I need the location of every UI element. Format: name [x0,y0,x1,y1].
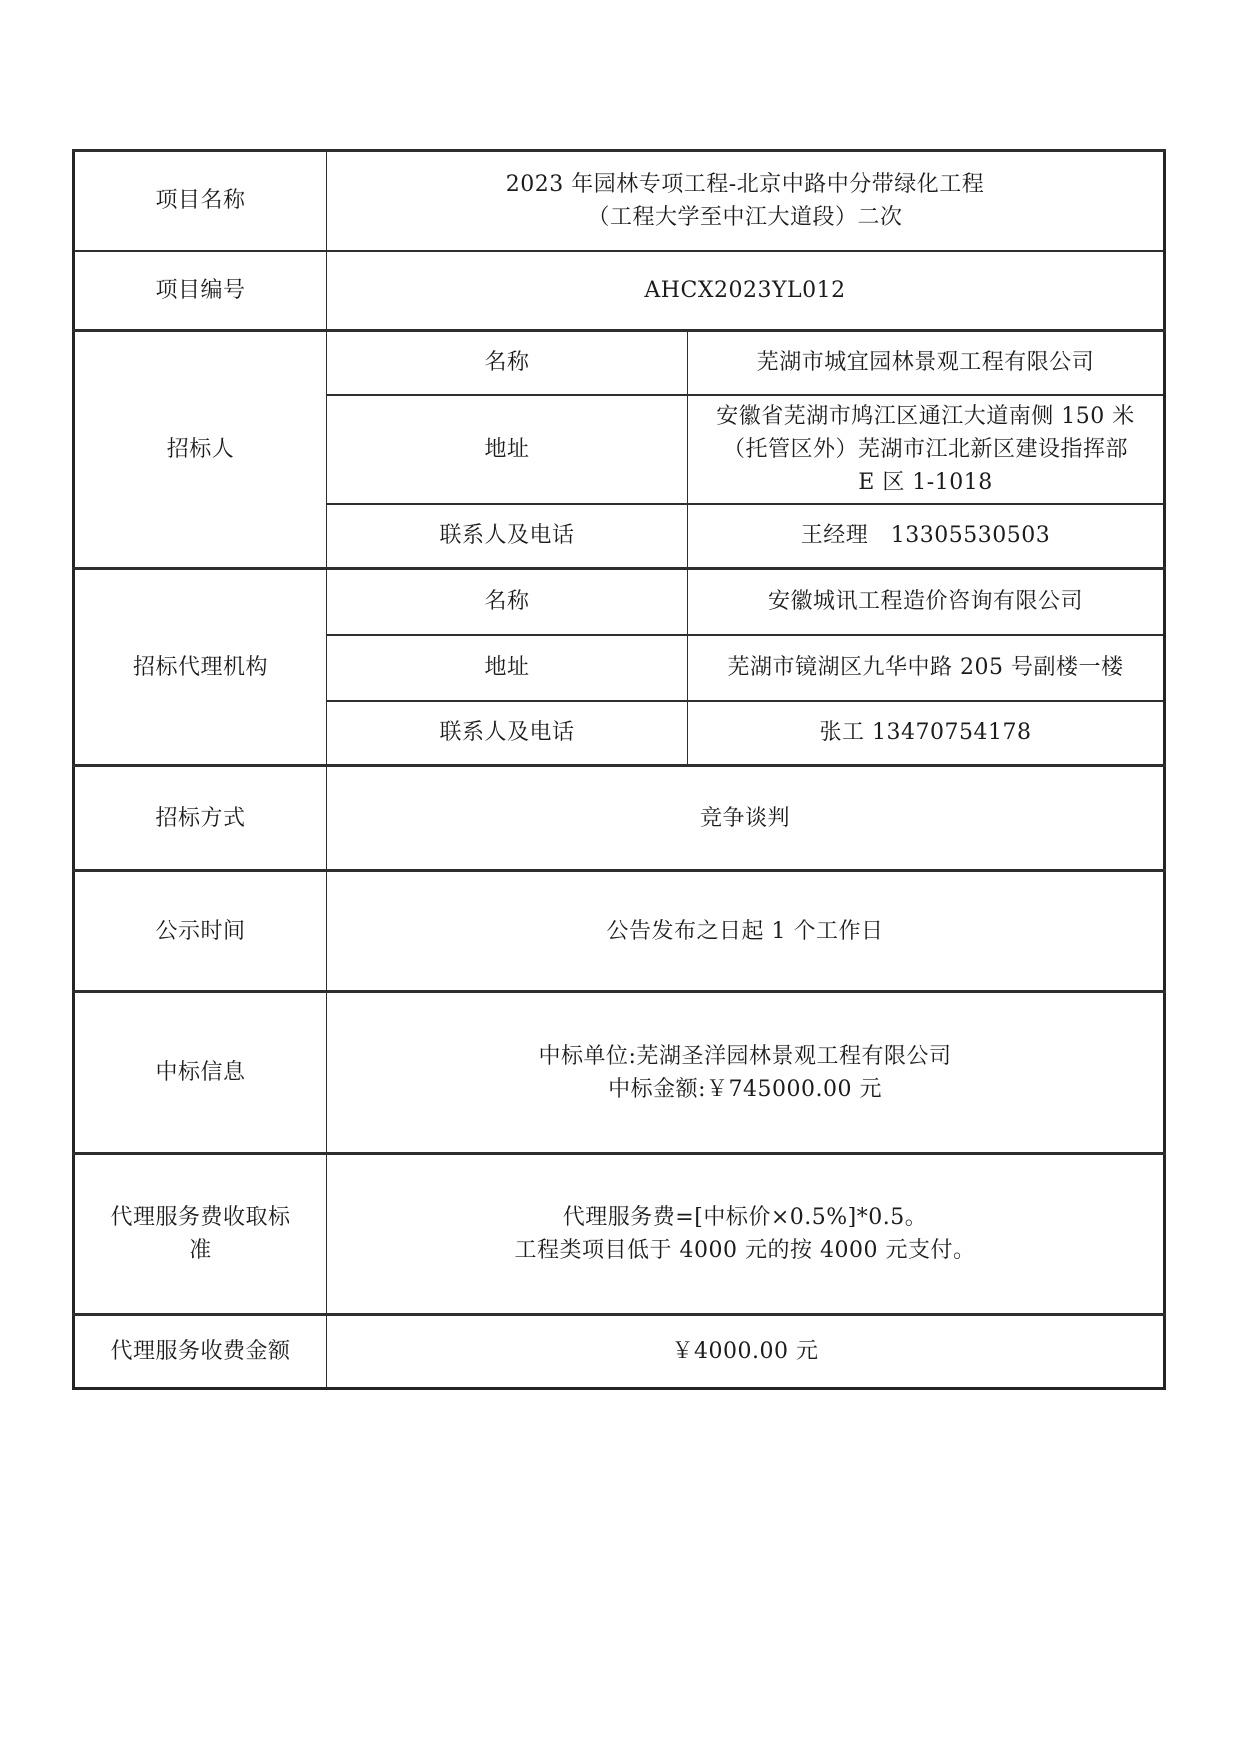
agency-fee-amount-label: 代理服务收费金额 [74,1315,327,1389]
table-row [74,331,1165,395]
agency-contact-label: 联系人及电话 [327,701,688,766]
value-line: 工程类项目低于 4000 元的按 4000 元支付。 [514,1238,976,1263]
table-row [74,1315,1165,1389]
agency-fee-amount-value: ￥4000.00 元 [327,1315,1165,1389]
project-code-value: AHCX2023YL012 [327,251,1165,331]
table-row [74,992,1165,1154]
project-code-label: 项目编号 [74,251,327,331]
table-row [74,251,1165,331]
award-info-value [327,992,1165,1154]
tenderer-address-value [688,395,1165,504]
tender-result-table [72,149,1166,1390]
publicity-period-label: 公示时间 [74,871,327,992]
value-line: 2023 年园林专项工程-北京中路中分带绿化工程 [505,171,985,197]
tenderer-name-value: 芜湖市城宜园林景观工程有限公司 [688,331,1165,395]
tenderer-label: 招标人 [74,331,327,569]
table-row [74,569,1165,635]
label-text: 代理服务费收取标准 [110,1205,291,1263]
publicity-period-value: 公告发布之日起 1 个工作日 [327,871,1165,992]
agency-fee-standard-label [74,1154,327,1315]
tenderer-address-label: 地址 [327,395,688,504]
table-row [74,1154,1165,1315]
agency-name-value: 安徽城讯工程造价咨询有限公司 [688,569,1165,635]
value-line: E 区 1-1018 [858,469,993,495]
value-line: 安徽省芜湖市鸠江区通江大道南侧 150 米 [716,403,1135,429]
agency-contact-value: 张工 13470754178 [688,701,1165,766]
tenderer-name-label: 名称 [327,331,688,395]
value-line: 代理服务费=[中标价×0.5%]*0.5。 [562,1205,928,1230]
value-line: 中标金额:￥745000.00 元 [608,1076,882,1102]
value-line: （托管区外）芜湖市江北新区建设指挥部 [723,436,1129,462]
award-info-label: 中标信息 [74,992,327,1154]
table-row [74,871,1165,992]
value-line: （工程大学至中江大道段）二次 [587,204,903,230]
agency-name-label: 名称 [327,569,688,635]
table-row [74,766,1165,871]
tenderer-contact-value: 王经理 13305530503 [688,504,1165,569]
agency-fee-standard-value [327,1154,1165,1315]
project-name-value [327,151,1165,251]
method-value: 竞争谈判 [327,766,1165,871]
agency-address-label: 地址 [327,635,688,701]
project-name-label: 项目名称 [74,151,327,251]
method-label: 招标方式 [74,766,327,871]
value-line: 中标单位:芜湖圣洋园林景观工程有限公司 [538,1043,952,1069]
tenderer-contact-label: 联系人及电话 [327,504,688,569]
table-row [74,151,1165,251]
agency-address-value: 芜湖市镜湖区九华中路 205 号副楼一楼 [688,635,1165,701]
agency-label: 招标代理机构 [74,569,327,766]
